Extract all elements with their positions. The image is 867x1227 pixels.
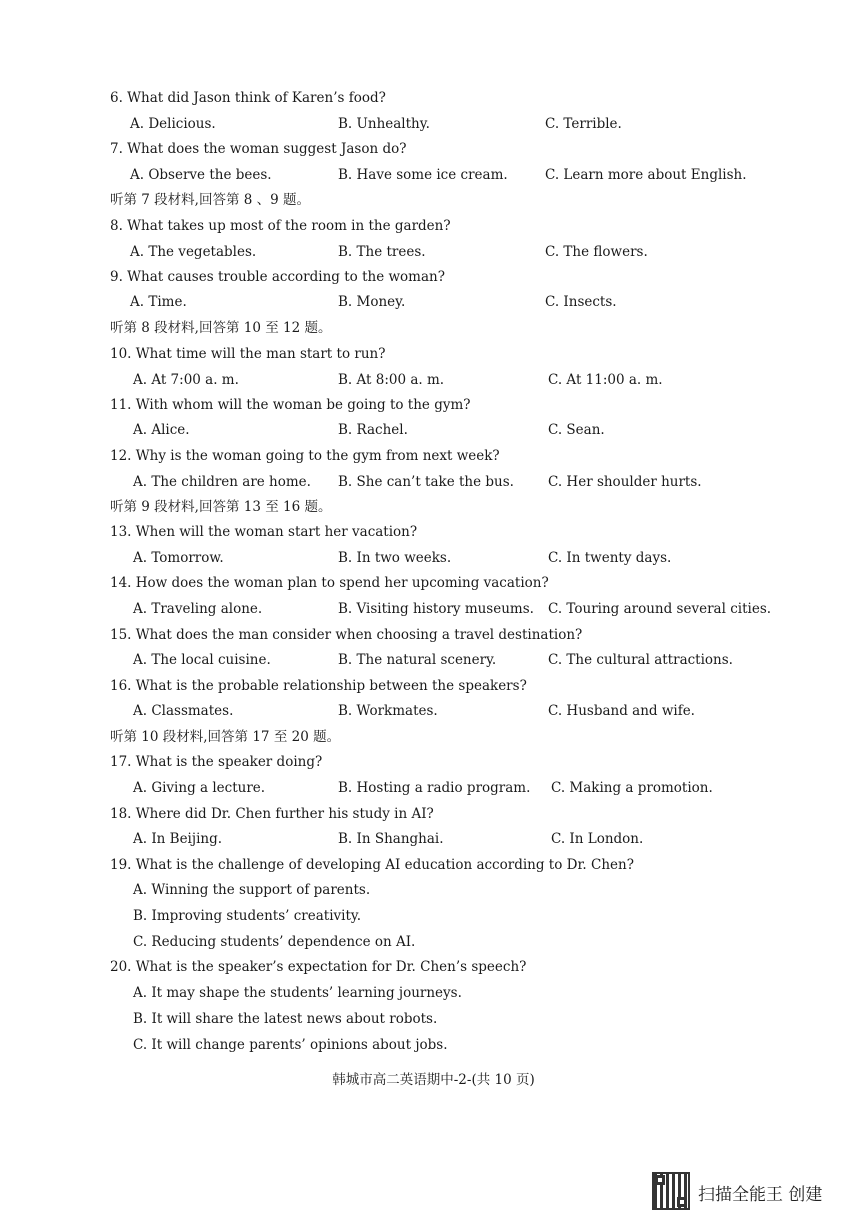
option-a: A. Delicious. [130,116,216,132]
question-6: 6. What did Jason think of Karen’s food? [110,90,386,106]
option-a: A. Winning the support of parents. [133,882,371,898]
option-c: C. It will change parents’ opinions about jobs. [133,1037,448,1053]
option-b: B. The natural scenery. [338,652,497,668]
question-11: 11. With whom will the woman be going to the gym? [110,397,471,413]
option-c: C. The cultural attractions. [548,652,733,668]
option-c: C. At 11:00 a. m. [548,372,663,388]
section-heading: 听第 7 段材料,回答第 8 、9 题。 [110,192,311,208]
option-c: C. Making a promotion. [551,780,713,796]
qr-code-icon [652,1172,690,1210]
option-b: B. Improving students’ creativity. [133,908,362,924]
option-c: C. In London. [551,831,644,847]
question-14: 14. How does the woman plan to spend her upcoming vacation? [110,575,549,591]
scanner-watermark: 扫描全能王 创建 [698,1185,823,1205]
option-a: A. Time. [130,294,187,310]
question-13: 13. When will the woman start her vacation? [110,524,418,540]
question-9: 9. What causes trouble according to the woman? [110,269,445,285]
option-b: B. In Shanghai. [338,831,444,847]
section-heading: 听第 8 段材料,回答第 10 至 12 题。 [110,320,332,336]
question-16: 16. What is the probable relationship between the speakers? [110,678,527,694]
option-b: B. Workmates. [338,703,438,719]
option-c: C. Sean. [548,422,605,438]
option-c: C. Terrible. [545,116,622,132]
question-8: 8. What takes up most of the room in the garden? [110,218,451,234]
option-c: C. Her shoulder hurts. [548,474,702,490]
option-c: C. Husband and wife. [548,703,695,719]
section-heading: 听第 10 段材料,回答第 17 至 20 题。 [110,729,341,745]
question-18: 18. Where did Dr. Chen further his study in AI? [110,806,434,822]
question-20: 20. What is the speaker’s expectation for Dr. Chen’s speech? [110,959,527,975]
option-c: C. Reducing students’ dependence on AI. [133,934,416,950]
option-c: C. Learn more about English. [545,167,747,183]
option-a: A. The children are home. [133,474,311,490]
option-a: A. In Beijing. [133,831,223,847]
option-b: B. She can’t take the bus. [338,474,514,490]
option-c: C. Touring around several cities. [548,601,772,617]
question-19: 19. What is the challenge of developing AI education according to Dr. Chen? [110,857,634,873]
question-12: 12. Why is the woman going to the gym from next week? [110,448,500,464]
option-a: A. At 7:00 a. m. [133,372,239,388]
option-b: B. Have some ice cream. [338,167,508,183]
option-b: B. The trees. [338,244,426,260]
page-footer: 韩城市高二英语期中-2-(共 10 页) [332,1072,535,1088]
option-a: A. The local cuisine. [133,652,271,668]
option-b: B. It will share the latest news about robots. [133,1011,438,1027]
option-a: A. Observe the bees. [130,167,272,183]
option-b: B. Hosting a radio program. [338,780,531,796]
option-a: A. Giving a lecture. [133,780,266,796]
option-a: A. Tomorrow. [133,550,224,566]
option-c: C. In twenty days. [548,550,672,566]
option-b: B. Unhealthy. [338,116,430,132]
option-b: B. Rachel. [338,422,408,438]
question-7: 7. What does the woman suggest Jason do? [110,141,407,157]
question-10: 10. What time will the man start to run? [110,346,386,362]
option-a: A. Classmates. [133,703,234,719]
option-c: C. Insects. [545,294,617,310]
option-a: A. Alice. [133,422,190,438]
question-17: 17. What is the speaker doing? [110,754,323,770]
question-15: 15. What does the man consider when choosing a travel destination? [110,627,583,643]
option-a: A. Traveling alone. [133,601,263,617]
option-b: B. Visiting history museums. [338,601,534,617]
section-heading: 听第 9 段材料,回答第 13 至 16 题。 [110,499,332,515]
option-b: B. In two weeks. [338,550,452,566]
option-a: A. The vegetables. [130,244,257,260]
option-a: A. It may shape the students’ learning journeys. [133,985,462,1001]
option-c: C. The flowers. [545,244,648,260]
option-b: B. Money. [338,294,406,310]
option-b: B. At 8:00 a. m. [338,372,445,388]
